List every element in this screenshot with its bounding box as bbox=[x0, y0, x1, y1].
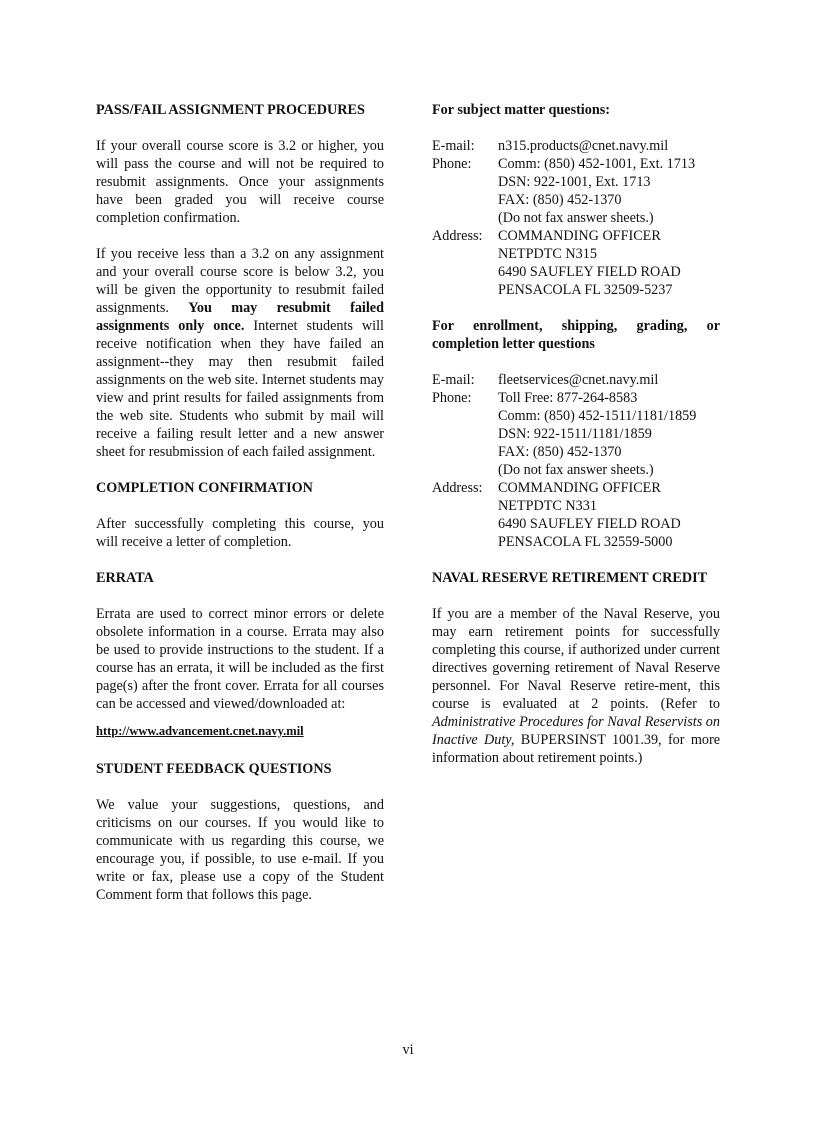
phone-lines bbox=[498, 389, 720, 479]
contact-row-email bbox=[432, 371, 720, 389]
address-line: 6490 SAUFLEY FIELD ROAD bbox=[498, 264, 681, 280]
subject-email[interactable]: n315.products@cnet.navy.mil bbox=[498, 138, 669, 154]
phone-line: FAX: (850) 452-1370 bbox=[498, 192, 622, 208]
phone-line: DSN: 922-1001, Ext. 1713 bbox=[498, 174, 651, 190]
pass-fail-para2-text-2: Internet students will receive notification when they have failed an assignment--they may then resubmit failed assignments on the web site. Internet students may view and print results for failed assignments from the web site. Students who submit by mail will receive a failing result letter and a new answer sheet for resubmission of each failed assignment. bbox=[96, 318, 384, 460]
pass-fail-paragraph-1: If your overall course score is 3.2 or higher, you will pass the course and will not be required to resubmit assignments. Once your assignments have been graded you will receive course completion confirmation. bbox=[96, 138, 384, 226]
errata-paragraph: Errata are used to correct minor errors or delete obsolete information in a course. Errata may also be used to provide instructions to the student. If a course has an errata, it will be included as the first page(s) after the front cover. Errata for all courses can be accessed and viewed/downloaded at: bbox=[96, 606, 384, 712]
address-line: COMMANDING OFFICER bbox=[498, 228, 661, 244]
phone-line: (Do not fax answer sheets.) bbox=[498, 210, 654, 226]
feedback-paragraph: We value your suggestions, questions, and criticisms on our courses. If you would like to communicate with us regarding this course, we encourage you, if possible, to use e-mail. If you write or fax, please use a copy of the Student Comment form that follows this page. bbox=[96, 797, 384, 903]
address-label: Address: bbox=[432, 480, 483, 496]
address-line: PENSACOLA FL 32509-5237 bbox=[498, 282, 673, 298]
contact-row-email bbox=[432, 137, 720, 155]
reserve-heading: NAVAL RESERVE RETIREMENT CREDIT bbox=[432, 570, 708, 586]
right-column bbox=[432, 101, 720, 785]
address-label: Address: bbox=[432, 228, 483, 244]
phone-line: (Do not fax answer sheets.) bbox=[498, 462, 654, 478]
phone-line: DSN: 922-1511/1181/1859 bbox=[498, 426, 652, 442]
page-number: vi bbox=[402, 1042, 414, 1058]
phone-label: Phone: bbox=[432, 390, 472, 406]
address-line: PENSACOLA FL 32559-5000 bbox=[498, 534, 673, 550]
completion-heading: COMPLETION CONFIRMATION bbox=[96, 480, 313, 496]
left-column bbox=[96, 101, 384, 922]
feedback-heading: STUDENT FEEDBACK QUESTIONS bbox=[96, 761, 332, 777]
subject-matter-heading: For subject matter questions: bbox=[432, 102, 610, 118]
errata-link[interactable]: http://www.advancement.cnet.navy.mil bbox=[96, 724, 304, 738]
address-lines bbox=[498, 227, 720, 299]
address-line: COMMANDING OFFICER bbox=[498, 480, 661, 496]
address-line: NETPDTC N315 bbox=[498, 246, 597, 262]
pass-fail-heading: PASS/FAIL ASSIGNMENT PROCEDURES bbox=[96, 102, 365, 118]
enrollment-email[interactable]: fleetservices@cnet.navy.mil bbox=[498, 372, 659, 388]
contact-row-phone bbox=[432, 389, 720, 479]
pass-fail-paragraph-2 bbox=[96, 245, 384, 461]
email-label: E-mail: bbox=[432, 138, 475, 154]
contact-row-address bbox=[432, 227, 720, 299]
phone-label: Phone: bbox=[432, 156, 472, 172]
reserve-publication-title: Administrative Procedures for Naval Reservists on Inactive Duty, bbox=[432, 714, 720, 748]
reserve-text-1: If you are a member of the Naval Reserve, you may earn retirement points for successfully completing this course, if authorized under current directives governing retirement of Naval Reserve personnel. For Naval Reserve retire-ment, this course is evaluated at 2 points. (Refer to bbox=[432, 606, 720, 712]
completion-paragraph: After successfully completing this course, you will receive a letter of completion. bbox=[96, 516, 384, 550]
phone-lines bbox=[498, 155, 720, 227]
phone-line: FAX: (850) 452-1370 bbox=[498, 444, 622, 460]
address-lines bbox=[498, 479, 720, 551]
phone-line: Comm: (850) 452-1001, Ext. 1713 bbox=[498, 156, 696, 172]
reserve-paragraph bbox=[432, 605, 720, 767]
resubmit-once-notice: You may resubmit failed assignments only once. bbox=[96, 300, 384, 334]
pass-fail-para2-text-1: If you receive less than a 3.2 on any assignment and your overall course score is below 3.2, you will be given the opportunity to resubmit failed assignments. bbox=[96, 246, 384, 316]
enrollment-contact bbox=[432, 371, 720, 551]
contact-row-address bbox=[432, 479, 720, 551]
phone-line: Toll Free: 877-264-8583 bbox=[498, 390, 638, 406]
address-line: 6490 SAUFLEY FIELD ROAD bbox=[498, 516, 681, 532]
enrollment-heading: For enrollment, shipping, grading, or completion letter questions bbox=[432, 318, 720, 352]
phone-line: Comm: (850) 452-1511/1181/1859 bbox=[498, 408, 697, 424]
reserve-text-2: BUPERSINST 1001.39, for more information about retirement points.) bbox=[432, 732, 720, 766]
errata-heading: ERRATA bbox=[96, 570, 154, 586]
contact-row-phone bbox=[432, 155, 720, 227]
subject-matter-contact bbox=[432, 137, 720, 299]
email-label: E-mail: bbox=[432, 372, 475, 388]
address-line: NETPDTC N331 bbox=[498, 498, 597, 514]
